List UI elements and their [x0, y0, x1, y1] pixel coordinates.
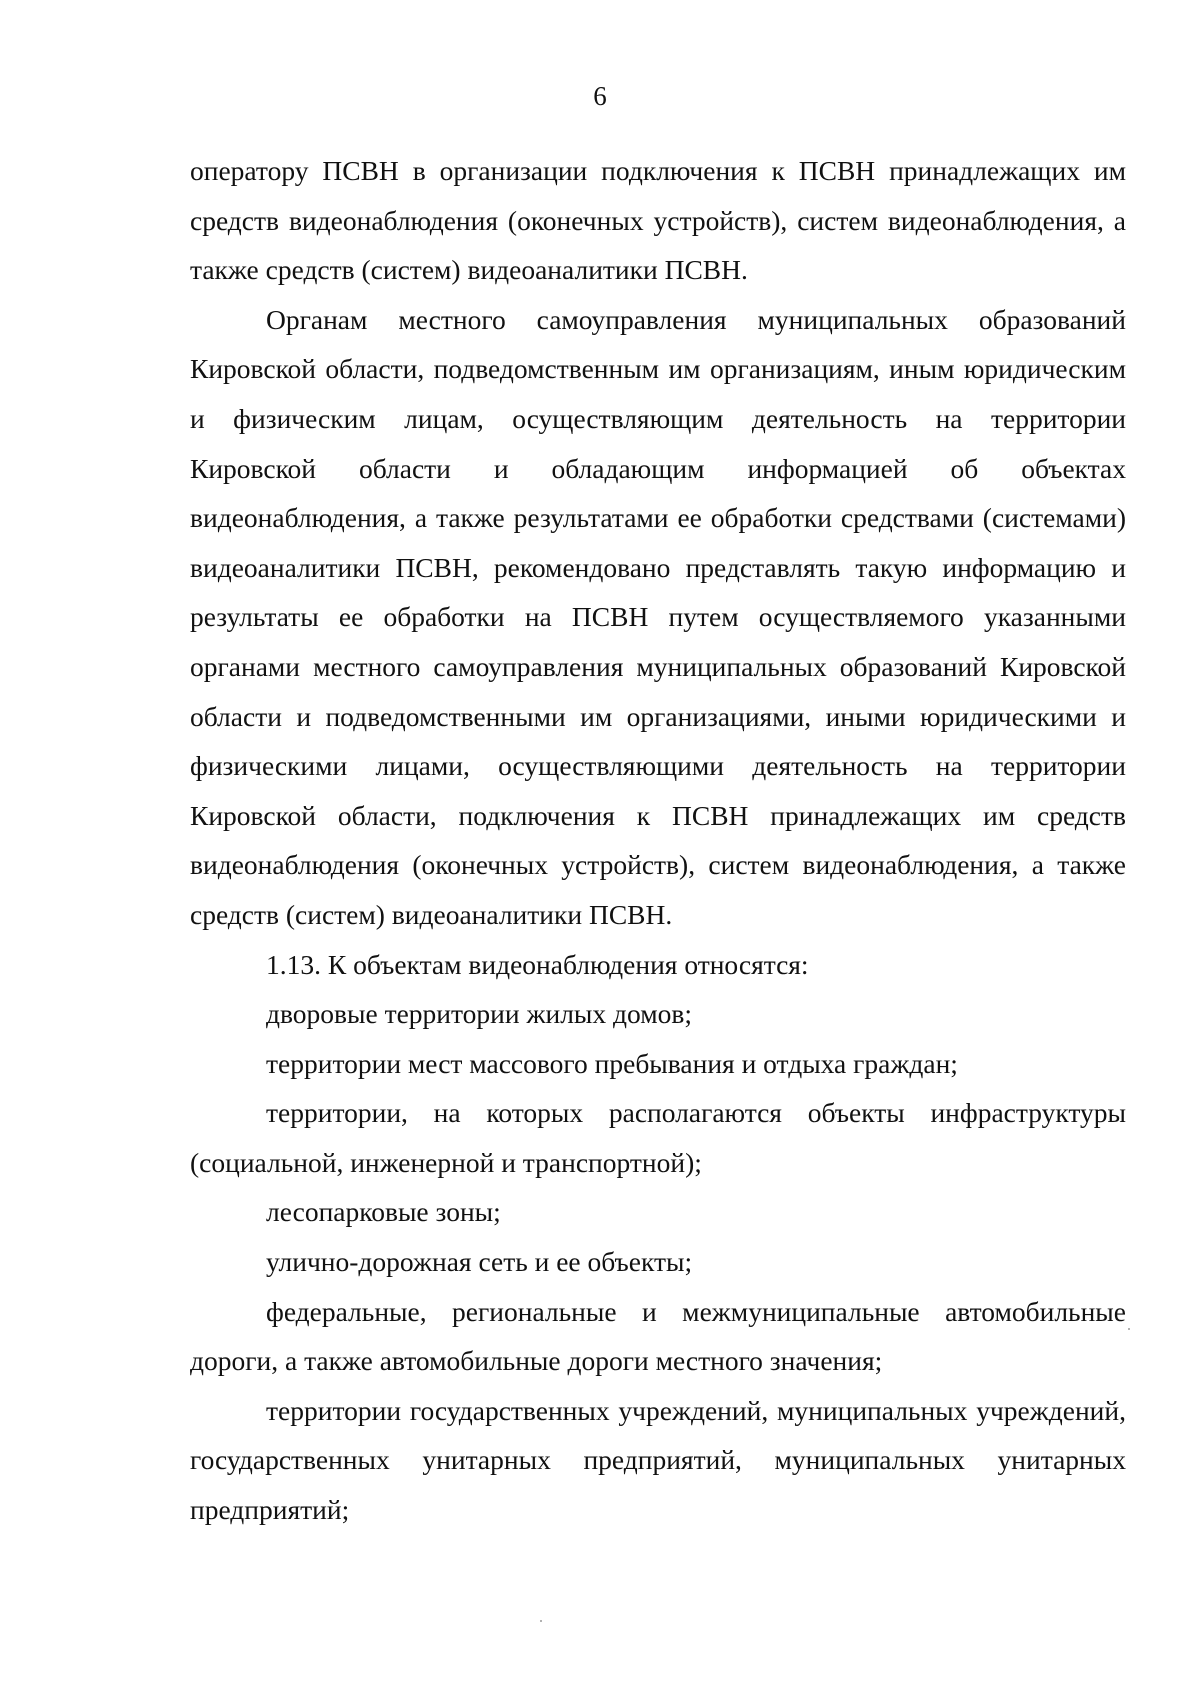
list-item: территории государственных учреждений, муниципальных учреждений, государственных унитарных предприятий, муниципальных унитарных предприятий;: [190, 1394, 1126, 1526]
list-item: улично-дорожная сеть и ее объекты;: [266, 1246, 693, 1278]
list-item: территории, на которых располагаются объекты инфраструктуры (социальной, инженерной и транспортной);: [190, 1097, 1126, 1178]
list-item: дворовые территории жилых домов;: [266, 998, 693, 1030]
paragraph-recommendation: Органам местного самоуправления муниципальных образований Кировской области, подведомственным им организациям, иным юридическим и физическим лицам, осуществляющим деятельность на территории Кировской области и обладающим информацией об объектах видеонаблюдения, а также результатами ее обработки средствами (системами) видеоаналитики ПСВН, рекомендовано представлять такую информацию и результаты ее обработки на ПСВН путем осуществляемого указанными органами местного самоуправления муниципальных образований Кировской области и подведомственными им организациями, иными юридическими и физическими лицами, осуществляющими деятельность на территории Кировской области, подключения к ПСВН принадлежащих им средств видеонаблюдения (оконечных устройств), систем видеонаблюдения, а также средств (систем) видеоаналитики ПСВН.: [190, 303, 1126, 930]
list-item: лесопарковые зоны;: [266, 1196, 501, 1228]
paragraph-section-1-13: 1.13. К объектам видеонаблюдения относятся:: [266, 948, 809, 980]
scan-artifact: [540, 1620, 542, 1622]
document-body: [190, 146, 1126, 1535]
scan-artifact: [1128, 1328, 1130, 1330]
paragraph-continuation: оператору ПСВН в организации подключения к ПСВН принадлежащих им средств видеонаблюдения (оконечных устройств), систем видеонаблюдения, а также средств (систем) видеоаналитики ПСВН.: [190, 155, 1126, 286]
list-item: территории мест массового пребывания и отдыха граждан;: [266, 1047, 958, 1079]
list-item: федеральные, региональные и межмуниципальные автомобильные дороги, а также автомобильные дороги местного значения;: [190, 1295, 1126, 1377]
page-number: 6: [593, 81, 607, 111]
